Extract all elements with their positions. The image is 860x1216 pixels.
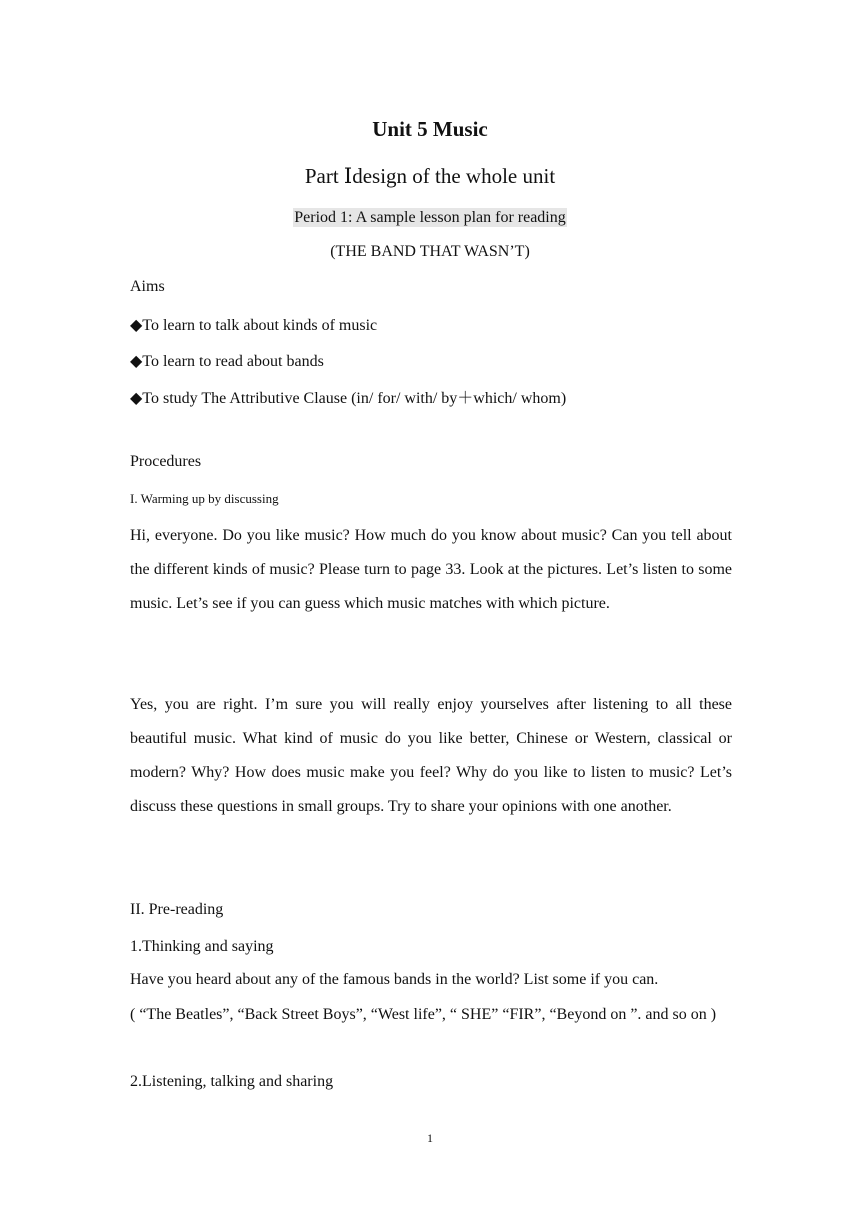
procedures-heading: Procedures [130, 453, 202, 470]
unit-title: Unit 5 Music [372, 117, 488, 141]
aim-item: ◆To learn to read about bands [130, 353, 324, 370]
section-heading-warming-up: I. Warming up by discussing [130, 491, 279, 506]
lesson-subtitle: (THE BAND THAT WASN’T) [330, 243, 530, 260]
aim-item: ◆To study The Attributive Clause (in/ for/ with/ by＋which/ whom) [130, 390, 567, 407]
step-thinking-saying: 1.Thinking and saying [130, 938, 274, 955]
section-heading-pre-reading: II. Pre-reading [130, 901, 224, 918]
period-heading: Period 1: A sample lesson plan for reading [294, 209, 566, 226]
aims-heading: Aims [130, 278, 165, 295]
part-heading: Part Ⅰdesign of the whole unit [304, 164, 556, 188]
band-list: ( “The Beatles”, “Back Street Boys”, “West life”, “ SHE” “FIR”, “Beyond on ”. and so on ) [130, 1006, 717, 1023]
step-listening-talking: 2.Listening, talking and sharing [130, 1073, 334, 1090]
period-heading-wrap [0, 209, 860, 227]
paragraph-discussion: Yes, you are right. I’m sure you will really enjoy yourselves after listening to all these beautiful music. What kind of music do you like better, Chinese or Western, classical or modern? Why? How does music make you feel? Why do you like to listen to music? Let’s discuss these questions in small groups. Try to share your opinions with one another. [130, 696, 732, 815]
page-number: 1 [427, 1131, 433, 1145]
step-thinking-text: Have you heard about any of the famous bands in the world? List some if you can. [130, 971, 659, 988]
aim-item: ◆To learn to talk about kinds of music [130, 317, 378, 334]
paragraph-warming-up: Hi, everyone. Do you like music? How much do you know about music? Can you tell about the different kinds of music? Please turn to page 33. Look at the pictures. Let’s listen to some music. Let’s see if you can guess which music matches with which picture. [130, 527, 732, 612]
